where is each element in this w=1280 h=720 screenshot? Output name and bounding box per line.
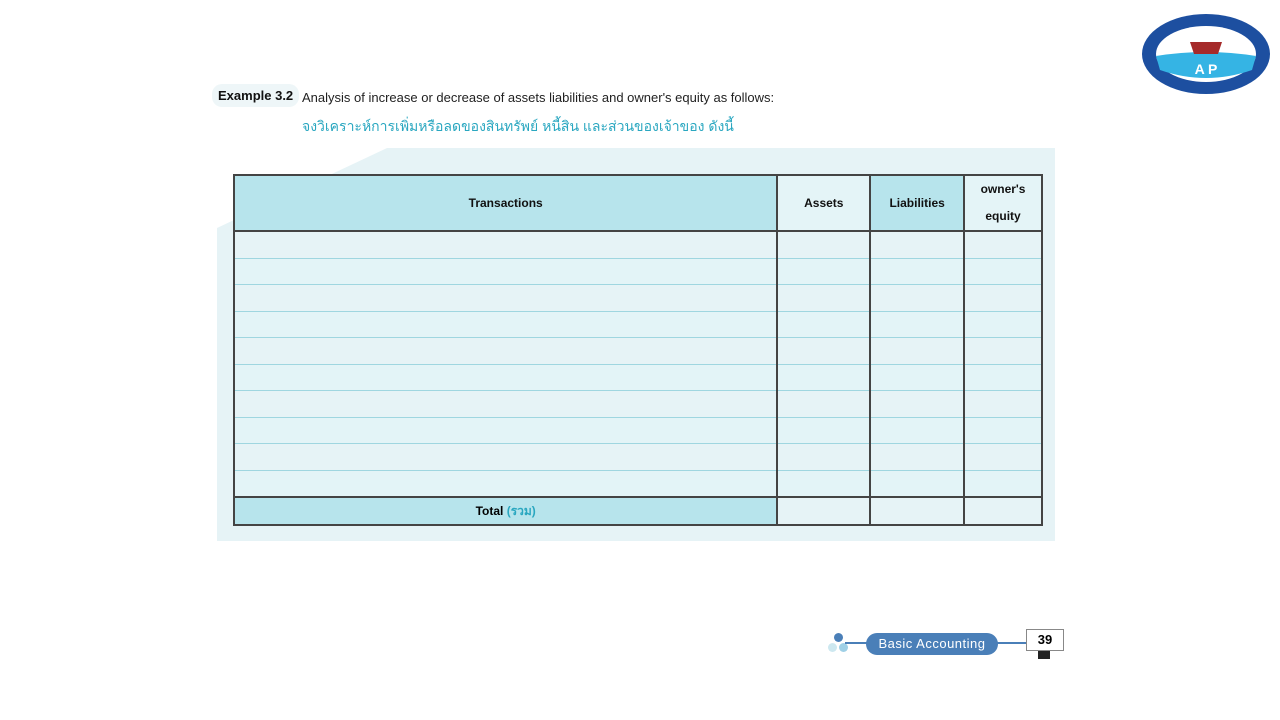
table-header [234, 175, 1042, 231]
total-row [234, 497, 1042, 525]
transaction-cell[interactable] [234, 311, 777, 338]
assets-cell[interactable] [777, 470, 870, 497]
table-row [234, 285, 1042, 312]
header-assets: Assets [777, 175, 870, 231]
transaction-cell[interactable] [234, 391, 777, 418]
assets-cell[interactable] [777, 417, 870, 444]
transaction-cell[interactable] [234, 364, 777, 391]
total-label-cell [234, 497, 777, 525]
logo [1140, 12, 1272, 101]
transaction-cell[interactable] [234, 470, 777, 497]
header-liabilities: Liabilities [870, 175, 964, 231]
table-row [234, 338, 1042, 365]
table-row [234, 258, 1042, 285]
table-row [234, 444, 1042, 471]
liabilities-cell[interactable] [870, 417, 964, 444]
header-owners-equity: owner's equity [964, 175, 1042, 231]
transaction-cell[interactable] [234, 258, 777, 285]
liabilities-cell[interactable] [870, 470, 964, 497]
liabilities-cell[interactable] [870, 285, 964, 312]
equity-cell[interactable] [964, 231, 1042, 258]
table-row [234, 417, 1042, 444]
assets-cell[interactable] [777, 444, 870, 471]
liabilities-cell[interactable] [870, 311, 964, 338]
assets-cell[interactable] [777, 391, 870, 418]
analysis-table [233, 174, 1043, 526]
equity-cell[interactable] [964, 311, 1042, 338]
equity-cell[interactable] [964, 391, 1042, 418]
equity-cell[interactable] [964, 338, 1042, 365]
assets-cell[interactable] [777, 231, 870, 258]
equity-cell[interactable] [964, 364, 1042, 391]
header-transactions: Transactions [234, 175, 777, 231]
table-row [234, 364, 1042, 391]
example-thai-description: จงวิเคราะห์การเพิ่มหรือลดของสินทรัพย์ หนี้สิน และส่วนของเจ้าของ ดังนี้ [302, 118, 734, 134]
liabilities-cell[interactable] [870, 364, 964, 391]
assets-cell[interactable] [777, 338, 870, 365]
svg-text:A P: A P [1194, 61, 1218, 77]
total-assets-cell[interactable] [777, 497, 870, 525]
total-label: Total [475, 503, 504, 518]
table-row [234, 391, 1042, 418]
monitor-stand-icon [1038, 651, 1050, 659]
equity-cell[interactable] [964, 417, 1042, 444]
total-thai: (รวม) [506, 503, 536, 518]
equity-cell[interactable] [964, 470, 1042, 497]
transaction-cell[interactable] [234, 444, 777, 471]
assets-cell[interactable] [777, 285, 870, 312]
total-liabilities-cell[interactable] [870, 497, 964, 525]
assets-cell[interactable] [777, 258, 870, 285]
assets-cell[interactable] [777, 311, 870, 338]
transaction-cell[interactable] [234, 338, 777, 365]
liabilities-cell[interactable] [870, 391, 964, 418]
liabilities-cell[interactable] [870, 444, 964, 471]
table-row [234, 470, 1042, 497]
book-title-badge: Basic Accounting [866, 633, 998, 655]
example-label: Example 3.2 [212, 84, 299, 107]
page-number: 39 [1026, 629, 1064, 651]
hexagon-icon [828, 633, 850, 655]
liabilities-cell[interactable] [870, 231, 964, 258]
transaction-cell[interactable] [234, 231, 777, 258]
equity-cell[interactable] [964, 258, 1042, 285]
total-equity-cell[interactable] [964, 497, 1042, 525]
table-row [234, 231, 1042, 258]
equity-cell[interactable] [964, 444, 1042, 471]
liabilities-cell[interactable] [870, 338, 964, 365]
table-row [234, 311, 1042, 338]
equity-cell[interactable] [964, 285, 1042, 312]
transaction-cell[interactable] [234, 417, 777, 444]
example-description: Analysis of increase or decrease of assets liabilities and owner's equity as follows: [302, 90, 775, 105]
transaction-cell[interactable] [234, 285, 777, 312]
liabilities-cell[interactable] [870, 258, 964, 285]
assets-cell[interactable] [777, 364, 870, 391]
